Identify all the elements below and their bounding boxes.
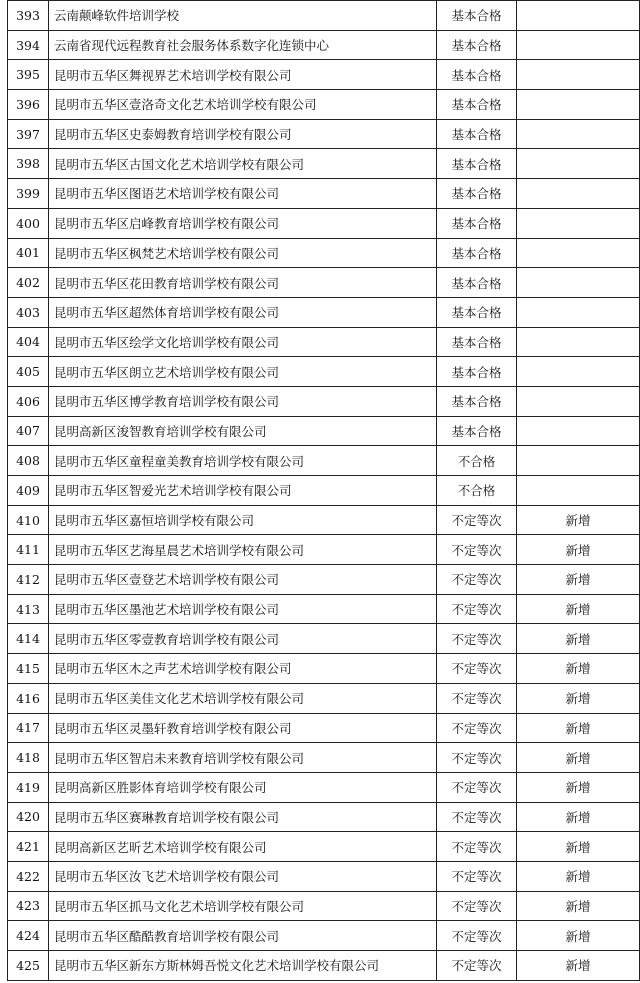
row-number-cell: 423 xyxy=(8,891,49,921)
row-number-cell: 424 xyxy=(8,921,49,951)
remark-cell xyxy=(517,179,640,209)
row-number-cell: 425 xyxy=(8,951,49,981)
evaluation-result-cell: 基本合格 xyxy=(437,268,517,298)
table-row xyxy=(8,713,640,743)
evaluation-result-cell: 基本合格 xyxy=(437,208,517,238)
table-row xyxy=(8,119,640,149)
school-name-cell: 昆明市五华区史泰姆教育培训学校有限公司 xyxy=(49,119,437,149)
row-number-cell: 419 xyxy=(8,772,49,802)
evaluation-result-cell: 不定等次 xyxy=(437,891,517,921)
school-name-cell: 昆明市五华区图语艺术培训学校有限公司 xyxy=(49,179,437,209)
remark-cell: 新增 xyxy=(517,832,640,862)
school-name-cell: 昆明高新区艺昕艺术培训学校有限公司 xyxy=(49,832,437,862)
row-number-cell: 395 xyxy=(8,60,49,90)
school-name-cell: 昆明高新区胜影体育培训学校有限公司 xyxy=(49,772,437,802)
school-name-cell: 昆明市五华区绘学文化培训学校有限公司 xyxy=(49,327,437,357)
evaluation-result-cell: 不定等次 xyxy=(437,505,517,535)
table-row xyxy=(8,476,640,506)
school-name-cell: 昆明市五华区古国文化艺术培训学校有限公司 xyxy=(49,149,437,179)
school-name-cell: 昆明市五华区美佳文化艺术培训学校有限公司 xyxy=(49,683,437,713)
school-name-cell: 云南颠峰软件培训学校 xyxy=(49,1,437,31)
school-name-cell: 昆明市五华区抓马文化艺术培训学校有限公司 xyxy=(49,891,437,921)
remark-cell xyxy=(517,60,640,90)
school-name-cell: 昆明市五华区智启未来教育培训学校有限公司 xyxy=(49,743,437,773)
remark-cell: 新增 xyxy=(517,535,640,565)
evaluation-result-cell: 不定等次 xyxy=(437,772,517,802)
table-row xyxy=(8,149,640,179)
school-name-cell: 昆明市五华区舞视界艺术培训学校有限公司 xyxy=(49,60,437,90)
school-name-cell: 昆明市五华区赛琳教育培训学校有限公司 xyxy=(49,802,437,832)
evaluation-result-cell: 不定等次 xyxy=(437,861,517,891)
remark-cell xyxy=(517,208,640,238)
table-body xyxy=(8,1,640,981)
evaluation-result-cell: 不定等次 xyxy=(437,565,517,595)
remark-cell xyxy=(517,90,640,120)
evaluation-result-cell: 基本合格 xyxy=(437,386,517,416)
remark-cell: 新增 xyxy=(517,505,640,535)
table-row xyxy=(8,565,640,595)
remark-cell: 新增 xyxy=(517,802,640,832)
school-name-cell: 云南省现代远程教育社会服务体系数字化连锁中心 xyxy=(49,30,437,60)
evaluation-result-cell: 不定等次 xyxy=(437,743,517,773)
evaluation-results-table xyxy=(7,0,640,981)
row-number-cell: 396 xyxy=(8,90,49,120)
evaluation-result-cell: 基本合格 xyxy=(437,179,517,209)
evaluation-result-cell: 不合格 xyxy=(437,446,517,476)
table-row xyxy=(8,90,640,120)
remark-cell xyxy=(517,416,640,446)
evaluation-result-cell: 基本合格 xyxy=(437,416,517,446)
remark-cell xyxy=(517,297,640,327)
remark-cell xyxy=(517,149,640,179)
evaluation-result-cell: 基本合格 xyxy=(437,327,517,357)
row-number-cell: 407 xyxy=(8,416,49,446)
row-number-cell: 406 xyxy=(8,386,49,416)
remark-cell xyxy=(517,268,640,298)
row-number-cell: 409 xyxy=(8,476,49,506)
evaluation-result-cell: 不定等次 xyxy=(437,535,517,565)
evaluation-result-cell: 不定等次 xyxy=(437,654,517,684)
school-name-cell: 昆明市五华区嘉恒培训学校有限公司 xyxy=(49,505,437,535)
row-number-cell: 422 xyxy=(8,861,49,891)
row-number-cell: 399 xyxy=(8,179,49,209)
row-number-cell: 394 xyxy=(8,30,49,60)
school-name-cell: 昆明市五华区童程童美教育培训学校有限公司 xyxy=(49,446,437,476)
evaluation-result-cell: 基本合格 xyxy=(437,149,517,179)
remark-cell xyxy=(517,238,640,268)
evaluation-result-cell: 不定等次 xyxy=(437,832,517,862)
row-number-cell: 401 xyxy=(8,238,49,268)
table-row xyxy=(8,683,640,713)
row-number-cell: 418 xyxy=(8,743,49,773)
table-row xyxy=(8,1,640,31)
table-row xyxy=(8,416,640,446)
remark-cell xyxy=(517,327,640,357)
table-row xyxy=(8,386,640,416)
remark-cell: 新增 xyxy=(517,891,640,921)
remark-cell: 新增 xyxy=(517,594,640,624)
table-row xyxy=(8,654,640,684)
remark-cell: 新增 xyxy=(517,861,640,891)
row-number-cell: 415 xyxy=(8,654,49,684)
school-name-cell: 昆明市五华区朗立艺术培训学校有限公司 xyxy=(49,357,437,387)
row-number-cell: 421 xyxy=(8,832,49,862)
remark-cell: 新增 xyxy=(517,743,640,773)
table-row xyxy=(8,921,640,951)
school-name-cell: 昆明市五华区花田教育培训学校有限公司 xyxy=(49,268,437,298)
row-number-cell: 414 xyxy=(8,624,49,654)
table-row xyxy=(8,238,640,268)
table-row xyxy=(8,535,640,565)
evaluation-result-cell: 不定等次 xyxy=(437,683,517,713)
school-name-cell: 昆明市五华区博学教育培训学校有限公司 xyxy=(49,386,437,416)
row-number-cell: 393 xyxy=(8,1,49,31)
evaluation-result-cell: 不定等次 xyxy=(437,951,517,981)
school-name-cell: 昆明市五华区壹洛奇文化艺术培训学校有限公司 xyxy=(49,90,437,120)
remark-cell: 新增 xyxy=(517,772,640,802)
school-name-cell: 昆明市五华区壹登艺术培训学校有限公司 xyxy=(49,565,437,595)
evaluation-result-cell: 基本合格 xyxy=(437,297,517,327)
table-row xyxy=(8,60,640,90)
school-name-cell: 昆明市五华区艺海星晨艺术培训学校有限公司 xyxy=(49,535,437,565)
table-row xyxy=(8,951,640,981)
evaluation-result-cell: 不合格 xyxy=(437,476,517,506)
table-row xyxy=(8,268,640,298)
remark-cell xyxy=(517,119,640,149)
school-name-cell: 昆明市五华区木之声艺术培训学校有限公司 xyxy=(49,654,437,684)
school-name-cell: 昆明市五华区墨池艺术培训学校有限公司 xyxy=(49,594,437,624)
table-row xyxy=(8,297,640,327)
evaluation-result-cell: 不定等次 xyxy=(437,594,517,624)
row-number-cell: 405 xyxy=(8,357,49,387)
remark-cell: 新增 xyxy=(517,951,640,981)
remark-cell xyxy=(517,357,640,387)
evaluation-result-cell: 不定等次 xyxy=(437,802,517,832)
evaluation-result-cell: 基本合格 xyxy=(437,357,517,387)
row-number-cell: 403 xyxy=(8,297,49,327)
table-row xyxy=(8,802,640,832)
remark-cell xyxy=(517,30,640,60)
remark-cell: 新增 xyxy=(517,921,640,951)
row-number-cell: 400 xyxy=(8,208,49,238)
evaluation-result-cell: 基本合格 xyxy=(437,30,517,60)
table-row xyxy=(8,832,640,862)
table-row xyxy=(8,861,640,891)
remark-cell: 新增 xyxy=(517,565,640,595)
school-name-cell: 昆明市五华区零壹教育培训学校有限公司 xyxy=(49,624,437,654)
row-number-cell: 412 xyxy=(8,565,49,595)
row-number-cell: 420 xyxy=(8,802,49,832)
row-number-cell: 416 xyxy=(8,683,49,713)
evaluation-result-cell: 不定等次 xyxy=(437,624,517,654)
school-name-cell: 昆明市五华区枫梵艺术培训学校有限公司 xyxy=(49,238,437,268)
table-row xyxy=(8,594,640,624)
evaluation-result-cell: 不定等次 xyxy=(437,713,517,743)
evaluation-result-cell: 基本合格 xyxy=(437,1,517,31)
table-row xyxy=(8,357,640,387)
row-number-cell: 397 xyxy=(8,119,49,149)
evaluation-result-cell: 基本合格 xyxy=(437,60,517,90)
remark-cell: 新增 xyxy=(517,654,640,684)
school-name-cell: 昆明市五华区汝飞艺术培训学校有限公司 xyxy=(49,861,437,891)
remark-cell xyxy=(517,446,640,476)
table-row xyxy=(8,743,640,773)
table-row xyxy=(8,179,640,209)
row-number-cell: 410 xyxy=(8,505,49,535)
row-number-cell: 411 xyxy=(8,535,49,565)
table-row xyxy=(8,505,640,535)
table-row xyxy=(8,624,640,654)
remark-cell xyxy=(517,1,640,31)
table-row xyxy=(8,772,640,802)
evaluation-result-cell: 基本合格 xyxy=(437,238,517,268)
table-row xyxy=(8,208,640,238)
school-name-cell: 昆明市五华区启峰教育培训学校有限公司 xyxy=(49,208,437,238)
table-row xyxy=(8,327,640,357)
row-number-cell: 417 xyxy=(8,713,49,743)
table-row xyxy=(8,891,640,921)
remark-cell xyxy=(517,476,640,506)
table-row xyxy=(8,446,640,476)
table-row xyxy=(8,30,640,60)
evaluation-result-cell: 基本合格 xyxy=(437,90,517,120)
remark-cell xyxy=(517,386,640,416)
school-name-cell: 昆明市五华区智爱光艺术培训学校有限公司 xyxy=(49,476,437,506)
row-number-cell: 398 xyxy=(8,149,49,179)
school-name-cell: 昆明市五华区新东方斯林姆吾悦文化艺术培训学校有限公司 xyxy=(49,951,437,981)
row-number-cell: 404 xyxy=(8,327,49,357)
row-number-cell: 402 xyxy=(8,268,49,298)
evaluation-result-cell: 基本合格 xyxy=(437,119,517,149)
school-name-cell: 昆明市五华区酷酷教育培训学校有限公司 xyxy=(49,921,437,951)
school-name-cell: 昆明高新区浚智教育培训学校有限公司 xyxy=(49,416,437,446)
school-name-cell: 昆明市五华区灵墨轩教育培训学校有限公司 xyxy=(49,713,437,743)
school-name-cell: 昆明市五华区超然体育培训学校有限公司 xyxy=(49,297,437,327)
remark-cell: 新增 xyxy=(517,683,640,713)
remark-cell: 新增 xyxy=(517,624,640,654)
row-number-cell: 413 xyxy=(8,594,49,624)
remark-cell: 新增 xyxy=(517,713,640,743)
row-number-cell: 408 xyxy=(8,446,49,476)
evaluation-result-cell: 不定等次 xyxy=(437,921,517,951)
